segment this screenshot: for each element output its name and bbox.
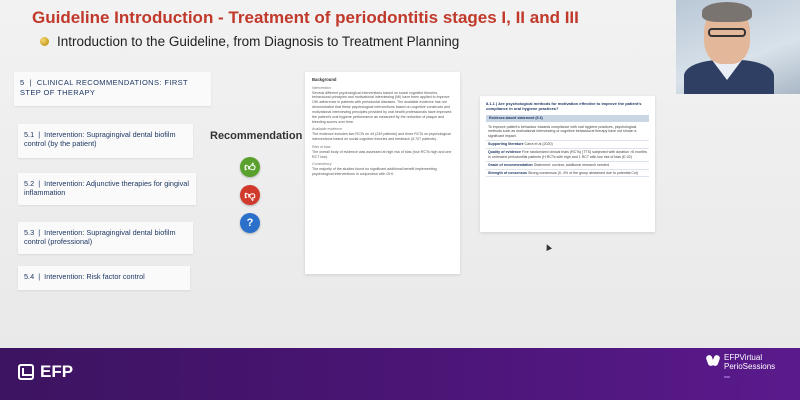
row-value: Strong consensus (0, 4% of the group abstained due to potential CoI) — [527, 170, 639, 175]
efp-logo-icon — [18, 364, 34, 380]
perio-sessions-logo-icon — [706, 354, 720, 368]
presenter-webcam — [676, 0, 800, 94]
slide-subtitle — [40, 34, 459, 49]
efp-brand-text: EFP — [40, 362, 74, 381]
item-label: Intervention: Adjunctive therapies for gingival inflammation — [24, 179, 189, 198]
intervention-item: 5.2 | Intervention: Adjunctive therapies for gingival inflammation — [18, 173, 196, 205]
mouse-cursor-icon — [544, 243, 552, 251]
statement-question: 8.1.1 | Are psychological methods for motivation effective to improve the patient's compliance in oral hygiene practices? — [486, 101, 642, 112]
doc-subheading: Risk of bias — [312, 144, 331, 149]
question-icon: ? — [240, 213, 260, 233]
virtual-line1: EFPVirtual — [724, 353, 763, 362]
doc-subheading: Intervention — [312, 85, 331, 90]
intervention-item: 5.4 | Intervention: Risk factor control — [18, 266, 190, 290]
background-document — [305, 72, 460, 274]
item-number: 5.3 — [24, 228, 35, 237]
sponsor-tag — [724, 376, 730, 378]
thumbs-down-icon: 👎︎ — [240, 185, 260, 205]
doc-paragraph: The overall body of evidence was assessed at high risk of bias (four RCTs high and one RCT low). — [312, 149, 452, 159]
thumbs-up-icon: 👍︎ — [240, 157, 260, 177]
footer-bar — [0, 348, 800, 400]
section-label: CLINICAL RECOMMENDATIONS: FIRST STEP OF THERAPY — [20, 78, 188, 97]
recommendation-label: Recommendation — [210, 130, 303, 142]
statement-row — [486, 162, 649, 170]
doc-paragraph: Several different psychological interventions based on social cognitive theories, behavioural principles and motivational interviewing (MI) have been applied to improve OHI adherence in patients with periodontal diseases. The available evidence has not demonstrated that these psychological interventions based on cognitive constructs and motivational interviewing principles provided by oral health professionals have improved the patient's oral hygiene performance as measured by the reduction of plaque and bleeding scores over time. — [312, 90, 452, 124]
item-label: Intervention: Supragingival dental biofilm control (professional) — [24, 228, 176, 247]
row-value: Carra et al (2020) — [524, 142, 553, 147]
presenter-glasses — [708, 28, 746, 37]
row-value: Statement: unclear, additional research needed — [533, 162, 610, 167]
statement-row — [486, 141, 649, 149]
doc-paragraph: The majority of the studies found no significant additional benefit implementing psychological interventions in conjunction with OHI. — [312, 167, 437, 177]
statement-row — [486, 149, 649, 162]
item-label: Intervention: Risk factor control — [44, 272, 145, 281]
item-number: 5.2 — [24, 179, 35, 188]
row-value: Five randomized clinical trials (RCTs) (TTS) subjected with duration >6 months in untreated periodontitis patients (H RCTs with high and 1 RCT with low risk of bias (E-02) — [488, 150, 647, 159]
item-number: 5.4 — [24, 272, 35, 281]
section-heading: 5 | CLINICAL RECOMMENDATIONS: FIRST STEP OF THERAPY — [14, 72, 211, 106]
statement-row — [486, 170, 649, 178]
row-label: Supporting literature — [488, 142, 524, 147]
virtual-sessions-logo — [706, 354, 775, 380]
efp-logo — [18, 362, 73, 382]
row-label: Strength of consensus — [488, 170, 527, 175]
row-label: Grade of recommendation — [488, 162, 533, 167]
statement-text: To improve patient's behaviour towards compliance with oral hygiene practices, psychological methods such as motivational interviewing or cognitive behavioural therapy have not shown a significant impact. — [486, 124, 649, 142]
item-label: Intervention: Supragingival dental biofilm control (by the patient) — [24, 130, 176, 149]
statement-document — [480, 96, 655, 232]
subtitle-text: Introduction to the Guideline, from Diagnosis to Treatment Planning — [57, 34, 460, 49]
doc-heading: Background — [312, 77, 337, 82]
slide-title: Guideline Introduction - Treatment of periodontitis stages I, II and III — [32, 8, 579, 27]
doc-subheading: Available evidence — [312, 127, 342, 132]
virtual-line2: PerioSessions — [724, 361, 776, 371]
doc-paragraph: The evidence includes two RCTs on 44 (249 patients) and three RCTs on psychological interventions based on social cognitive theories and feedback (5,707 patients). — [312, 132, 451, 142]
item-number: 5.1 — [24, 130, 35, 139]
row-label: Quality of evidence — [488, 150, 521, 154]
intervention-item: 5.1 | Intervention: Supragingival dental biofilm control (by the patient) — [18, 124, 193, 158]
intervention-item: 5.3 | Intervention: Supragingival dental biofilm control (professional) — [18, 222, 193, 254]
statement-band: Evidence-based statement (5.3) — [486, 115, 649, 122]
presenter-hair — [702, 2, 752, 22]
bullet-icon — [40, 37, 49, 46]
doc-subheading: Consistency — [312, 162, 332, 167]
section-number: 5 — [20, 78, 25, 87]
